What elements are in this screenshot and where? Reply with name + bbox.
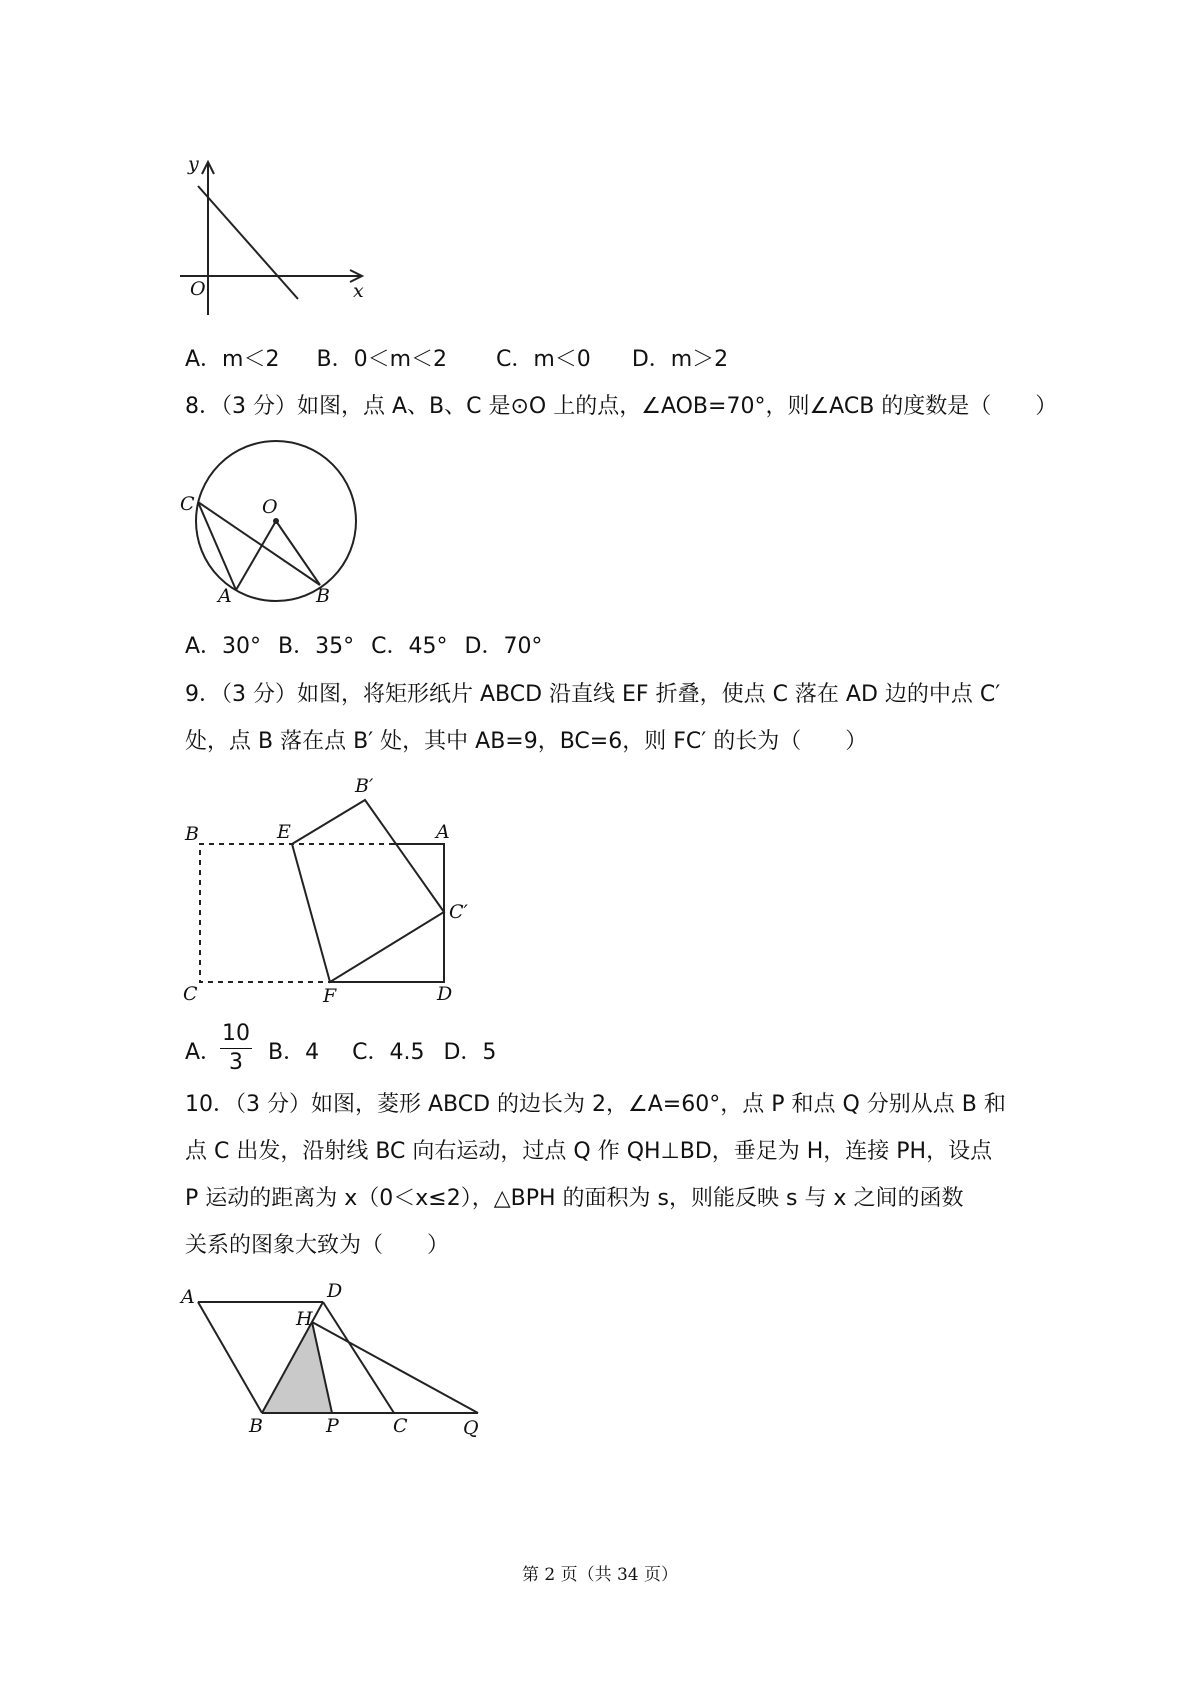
q10-stem-line2: 点 C 出发，沿射线 BC 向右运动，过点 Q 作 QH⊥BD，垂足为 H，连接 PH，设点 <box>185 1139 993 1164</box>
q7-option-a: A．m＜2 <box>185 347 280 372</box>
q9-stem-line1: 9．（3 分）如图，将矩形纸片 ABCD 沿直线 EF 折叠，使点 C 落在 AD 边的中点 C′ <box>185 682 1001 707</box>
q9-label-f: F <box>323 985 337 1007</box>
q10-label-h: H <box>296 1308 313 1330</box>
q7-option-c: C．m＜0 <box>496 347 591 372</box>
q10-label-q: Q <box>463 1417 479 1439</box>
page-footer: 第 2 页（共 34 页） <box>521 1565 679 1585</box>
q7-option-b: B．0＜m＜2 <box>316 347 448 372</box>
q9-option-b: B．4 <box>268 1040 320 1065</box>
q8-label-b: B <box>316 585 330 607</box>
q10-label-a: A <box>181 1286 195 1308</box>
q9-label-b: B <box>185 823 199 845</box>
q9-label-e: E <box>277 821 291 843</box>
q10-label-p: P <box>326 1415 339 1437</box>
q10-label-d: D <box>327 1280 343 1302</box>
q7-label-o: O <box>190 278 206 300</box>
q9-option-a-denominator: 3 <box>229 1050 243 1075</box>
q9-label-a: A <box>436 821 450 843</box>
q8-option-c: C．45° <box>371 634 448 659</box>
q8-option-b: B．35° <box>278 634 355 659</box>
q9-stem-line2: 处，点 B 落在点 B′ 处，其中 AB=9，BC=6，则 FC′ 的长为（ ） <box>185 729 868 754</box>
q9-option-d: D．5 <box>443 1040 497 1065</box>
q10-label-c: C <box>393 1415 408 1437</box>
q7-label-y: y <box>188 153 199 175</box>
q9-label-cp: C′ <box>449 901 468 923</box>
q8-option-d: D．70° <box>464 634 543 659</box>
q8-label-c: C <box>180 493 195 515</box>
q10-label-b: B <box>249 1415 263 1437</box>
q9-option-a-prefix: A． <box>185 1040 223 1065</box>
q8-label-o: O <box>262 496 278 518</box>
q9-label-d: D <box>437 983 453 1005</box>
q8-stem: 8．（3 分）如图，点 A、B、C 是⊙O 上的点，∠AOB=70°，则∠ACB 的度数是（ ） <box>185 394 1058 419</box>
q9-label-bp: B′ <box>355 775 374 797</box>
q9-option-c: C．4.5 <box>352 1040 425 1065</box>
q10-stem-line4: 关系的图象大致为（ ） <box>185 1233 450 1258</box>
q7-label-x: x <box>353 280 364 302</box>
q9-label-c: C <box>183 983 198 1005</box>
q8-option-a: A．30° <box>185 634 262 659</box>
q9-option-a-numerator: 10 <box>222 1021 250 1046</box>
q8-label-a: A <box>218 585 232 607</box>
q7-option-d: D．m＞2 <box>631 347 729 372</box>
q10-stem-line3: P 运动的距离为 x（0＜x≤2），△BPH 的面积为 s，则能反映 s 与 x 之间的函数 <box>185 1186 964 1211</box>
q10-stem-line1: 10．（3 分）如图，菱形 ABCD 的边长为 2，∠A=60°，点 P 和点 Q 分别从点 B 和 <box>185 1092 1006 1117</box>
